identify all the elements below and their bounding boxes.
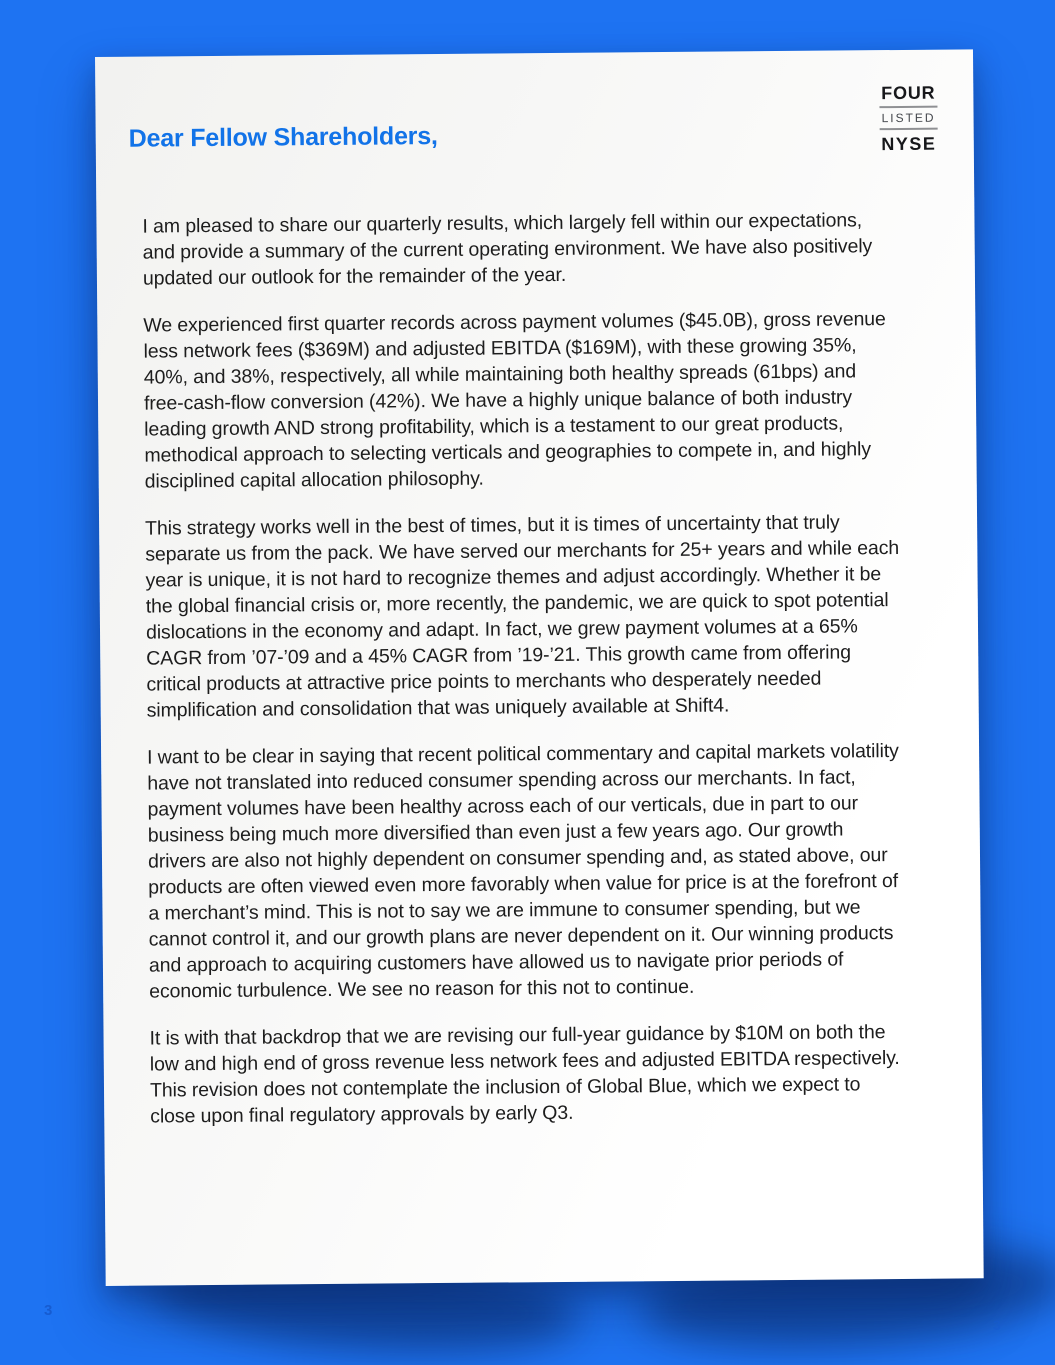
logo-listed-label: LISTED: [881, 110, 936, 126]
logo-exchange-text: NYSE: [881, 133, 937, 155]
letter-page: [95, 49, 984, 1286]
letter-body: [142, 207, 905, 1130]
logo-ticker-text: FOUR: [881, 82, 936, 104]
letter-paragraph-5: It is with that backdrop that we are revising our full-year guidance by $10M on both the low and high end of gross revenue less network fees and adjusted EBITDA respectively. This revision does not contemplate the inclusion of Global Blue, which we expect to close upon final regulatory approvals by early Q3.: [149, 1021, 900, 1128]
letter-paragraph-1: I am pleased to share our quarterly results, which largely fell within our expectations, and provide a summary of the current operating environment. We have also positively updated our outlook for the remainder of the year.: [142, 209, 873, 290]
logo-divider-bottom: [880, 128, 938, 131]
page-number-right: 3: [993, 1317, 1001, 1333]
letter-paragraph-4: I want to be clear in saying that recent political commentary and capital markets volatility have not translated into reduced consumer spending across our merchants. In fact, payment volumes have been healthy across each of our verticals, due in part to our business being much more diversified than even just a few years ago. Our growth drivers are also not highly dependent on consumer spending and, as stated above, our products are often viewed even more favorably when value for price is at the forefront of a merchant’s mind. This is not to say we are immune to consumer spending, but we cannot control it, and our growth plans are never dependent on it. Our winning products and approach to acquiring customers have allowed us to navigate prior periods of economic turbulence. We see no reason for this not to continue.: [147, 740, 899, 1003]
nyse-listed-logo: [879, 82, 938, 156]
page-number-left: 3: [44, 1302, 53, 1319]
logo-divider-top: [879, 106, 937, 109]
letter-paragraph-2: We experienced first quarter records across payment volumes ($45.0B), gross revenue less network fees ($369M) and adjusted EBITDA ($169M), with these growing 35%, 40%, and 38%, respectively, all while maintaining both healthy spreads (61bps) and free-cash-flow conversion (42%). We have a highly unique balance of both industry leading growth AND strong profitability, which is a testament to our great products, methodical approach to selecting verticals and geographies to compete in, and highly disciplined capital allocation philosophy.: [143, 308, 886, 493]
page-title: Dear Fellow Shareholders,: [128, 122, 438, 153]
letter-paragraph-3: This strategy works well in the best of times, but it is times of uncertainty that truly separate us from the pack. We have served our merchants for 25+ years and while each year is unique, it is not hard to recognize themes and adjust accordingly. Whether it be the global financial crisis or, more recently, the pandemic, we are quick to spot potential dislocations in the economy and adapt. In fact, we grew payment volumes at a 65% CAGR from ’07-’09 and a 45% CAGR from ’19-’21. This growth came from offering critical products at attractive price points to merchants who desperately needed simplification and consolidation that was uniquely available at Shift4.: [145, 511, 900, 722]
letter-header: [95, 49, 974, 162]
